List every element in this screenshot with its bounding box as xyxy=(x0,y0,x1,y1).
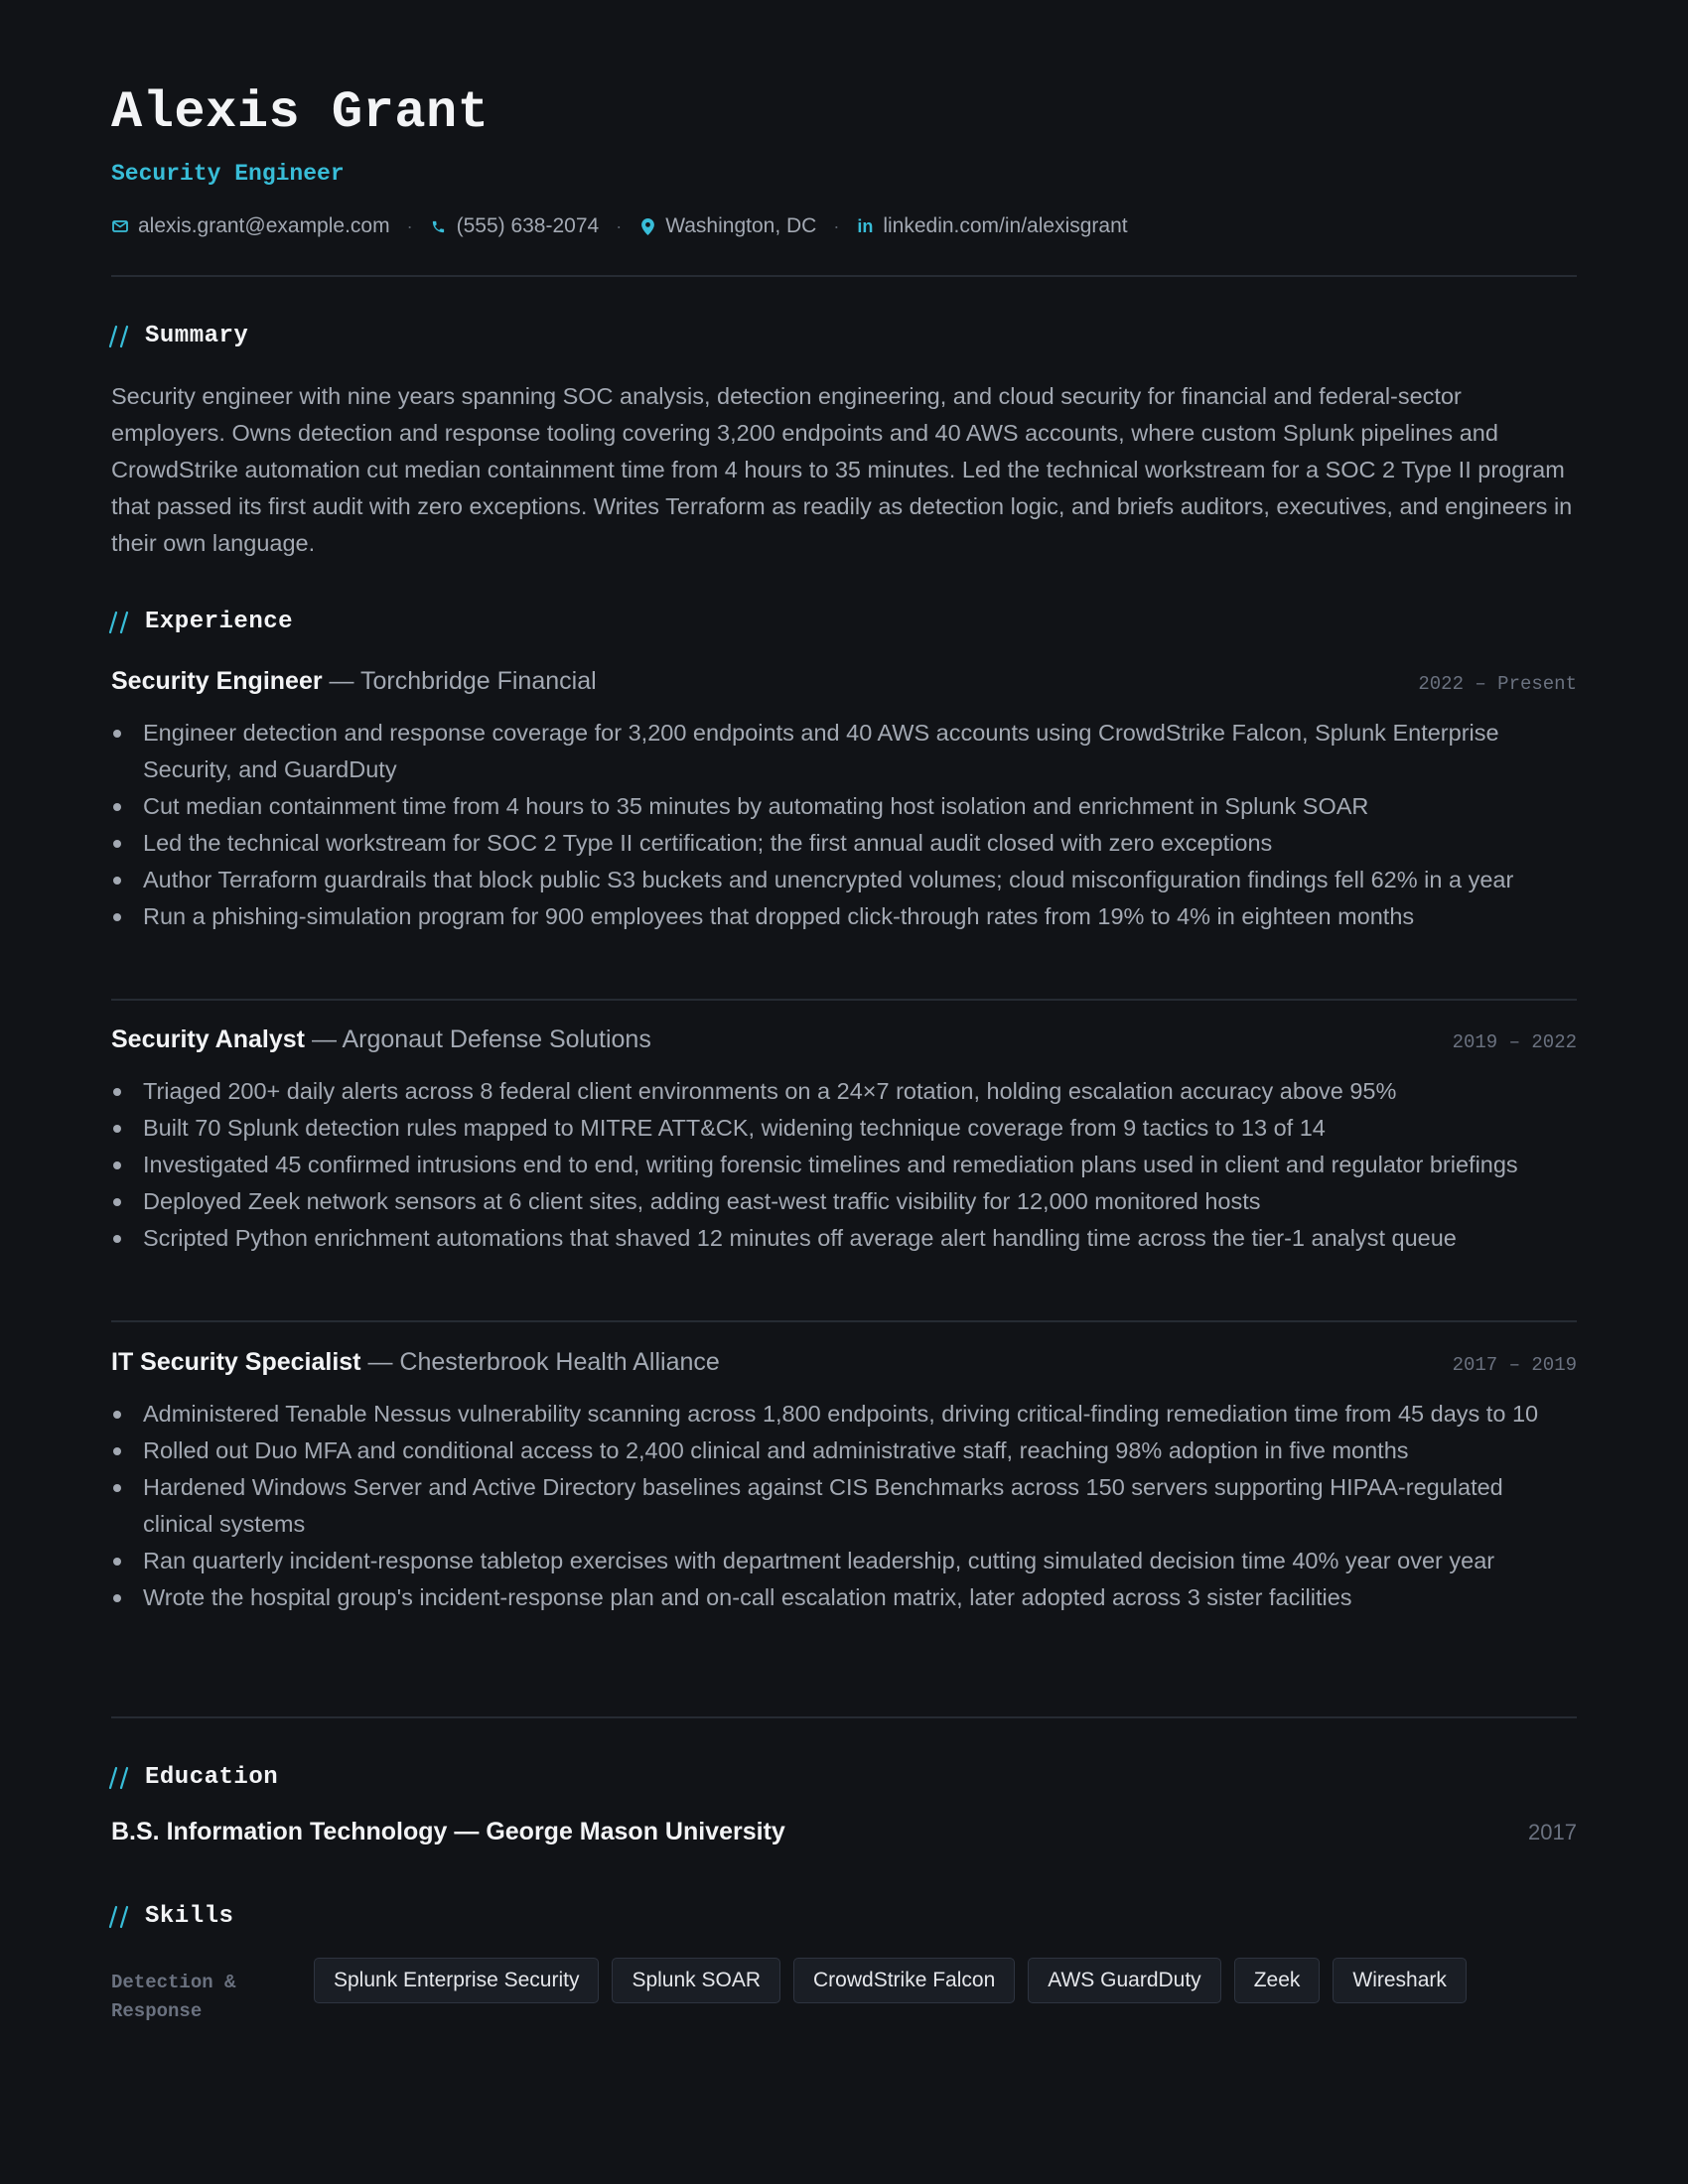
job-header xyxy=(111,1025,1577,1054)
bullet-item: Author Terraform guardrails that block public S3 buckets and unencrypted volumes; cloud misconfiguration findings fell 62% in a year xyxy=(111,862,1577,898)
contact-bar xyxy=(111,214,1128,238)
section-title: Education xyxy=(145,1764,279,1791)
skill-chip: Zeek xyxy=(1234,1958,1321,2003)
section-title: Experience xyxy=(145,609,294,635)
bullet-item: Investigated 45 confirmed intrusions end to end, writing forensic timelines and remediation plans used in client and regulator briefings xyxy=(111,1147,1577,1183)
contact-separator: · xyxy=(616,215,623,236)
job-divider xyxy=(111,999,1577,1001)
bullet-item: Hardened Windows Server and Active Directory baselines against CIS Benchmarks across 150 servers supporting HIPAA-regulated clinical systems xyxy=(111,1469,1577,1543)
contact-linkedin[interactable] xyxy=(856,214,1127,238)
bullet-item: Led the technical workstream for SOC 2 Type II certification; the first annual audit closed with zero exceptions xyxy=(111,825,1577,862)
phone-icon xyxy=(430,217,448,235)
bullet-item: Scripted Python enrichment automations that shaved 12 minutes off average alert handling time across the tier-1 analyst queue xyxy=(111,1220,1577,1257)
section-heading-summary xyxy=(107,323,248,349)
contact-location xyxy=(638,214,816,238)
skill-chip: Wireshark xyxy=(1333,1958,1467,2003)
double-slash-icon xyxy=(107,1766,131,1790)
section-heading-skills xyxy=(107,1903,233,1930)
bullet-item: Administered Tenable Nessus vulnerability scanning across 1,800 endpoints, driving critical-finding remediation time from 45 days to 10 xyxy=(111,1396,1577,1433)
job-divider xyxy=(111,1320,1577,1322)
bullet-item: Cut median containment time from 4 hours to 35 minutes by automating host isolation and enrichment in Splunk SOAR xyxy=(111,788,1577,825)
contact-separator: · xyxy=(406,215,413,236)
skill-chip: Splunk Enterprise Security xyxy=(314,1958,599,2003)
linkedin-text: linkedin.com/in/alexisgrant xyxy=(883,214,1128,237)
skill-chips xyxy=(314,1958,1479,2003)
section-title: Skills xyxy=(145,1903,234,1930)
job-header xyxy=(111,1348,1577,1377)
mail-icon xyxy=(111,217,129,235)
skill-chip: Splunk SOAR xyxy=(612,1958,780,2003)
bullet-item: Run a phishing-simulation program for 900 employees that dropped click-through rates from 19% to 4% in eighteen months xyxy=(111,898,1577,935)
candidate-role: Security Engineer xyxy=(111,161,345,187)
phone-text: (555) 638-2074 xyxy=(456,214,600,237)
education-degree: B.S. Information Technology — George Mason University xyxy=(111,1818,785,1845)
job-header xyxy=(111,667,1577,696)
job-company: — Argonaut Defense Solutions xyxy=(311,1025,651,1053)
job-bullets xyxy=(111,1396,1577,1616)
section-title: Summary xyxy=(145,323,249,349)
map-pin-icon xyxy=(638,217,656,235)
header-divider xyxy=(111,275,1577,277)
bullet-item: Wrote the hospital group's incident-response plan and on-call escalation matrix, later adopted across 3 sister facilities xyxy=(111,1579,1577,1616)
section-heading-education xyxy=(107,1764,278,1791)
job-divider xyxy=(111,1716,1577,1718)
double-slash-icon xyxy=(107,1905,131,1929)
email-text: alexis.grant@example.com xyxy=(138,214,390,237)
bullet-item: Deployed Zeek network sensors at 6 client sites, adding east-west traffic visibility for 12,000 monitored hosts xyxy=(111,1183,1577,1220)
candidate-name: Alexis Grant xyxy=(111,83,490,142)
section-heading-experience xyxy=(107,609,293,635)
job-company: — Chesterbrook Health Alliance xyxy=(367,1348,720,1376)
location-text: Washington, DC xyxy=(665,214,817,237)
education-entry xyxy=(111,1818,1577,1846)
skill-chip: CrowdStrike Falcon xyxy=(793,1958,1015,2003)
job-company: — Torchbridge Financial xyxy=(329,667,597,695)
bullet-item: Engineer detection and response coverage for 3,200 endpoints and 40 AWS accounts using CrowdStrike Falcon, Splunk Enterprise Security, and GuardDuty xyxy=(111,715,1577,788)
bullet-item: Triaged 200+ daily alerts across 8 federal client environments on a 24×7 rotation, holding escalation accuracy above 95% xyxy=(111,1073,1577,1110)
skills-row xyxy=(111,1958,1577,2026)
skill-chip: AWS GuardDuty xyxy=(1028,1958,1220,2003)
bullet-item: Built 70 Splunk detection rules mapped to MITRE ATT&CK, widening technique coverage from 9 tactics to 13 of 14 xyxy=(111,1110,1577,1147)
double-slash-icon xyxy=(107,325,131,348)
job-dates: 2019 – 2022 xyxy=(1452,1031,1577,1053)
job-title: Security Engineer xyxy=(111,667,323,695)
job-title: IT Security Specialist xyxy=(111,1348,361,1376)
contact-separator: · xyxy=(833,215,840,236)
contact-phone[interactable] xyxy=(430,214,600,238)
contact-email[interactable] xyxy=(111,214,390,238)
summary-paragraph: Security engineer with nine years spanning SOC analysis, detection engineering, and cloud security for financial and federal-sector employers. Owns detection and response tooling covering 3,200 endpoints and 40 AWS accounts, where custom Splunk pipelines and CrowdStrike automation cut median containment time from 4 hours to 35 minutes. Led the technical workstream for a SOC 2 Type II program that passed its first audit with zero exceptions. Writes Terraform as readily as detection logic, and briefs auditors, executives, and engineers in their own language. xyxy=(111,383,1573,556)
bullet-item: Ran quarterly incident-response tabletop exercises with department leadership, cutting simulated decision time 40% year over year xyxy=(111,1543,1577,1579)
job-bullets xyxy=(111,1073,1577,1257)
education-year: 2017 xyxy=(1528,1820,1577,1844)
linkedin-icon: in xyxy=(857,215,874,236)
job-dates: 2017 – 2019 xyxy=(1452,1354,1577,1376)
bullet-item: Rolled out Duo MFA and conditional access to 2,400 clinical and administrative staff, reaching 98% adoption in five months xyxy=(111,1433,1577,1469)
double-slash-icon xyxy=(107,611,131,634)
job-title: Security Analyst xyxy=(111,1025,305,1053)
job-bullets xyxy=(111,715,1577,935)
skill-category: Detection & Response xyxy=(111,1972,236,2022)
job-dates: 2022 – Present xyxy=(1418,673,1577,695)
